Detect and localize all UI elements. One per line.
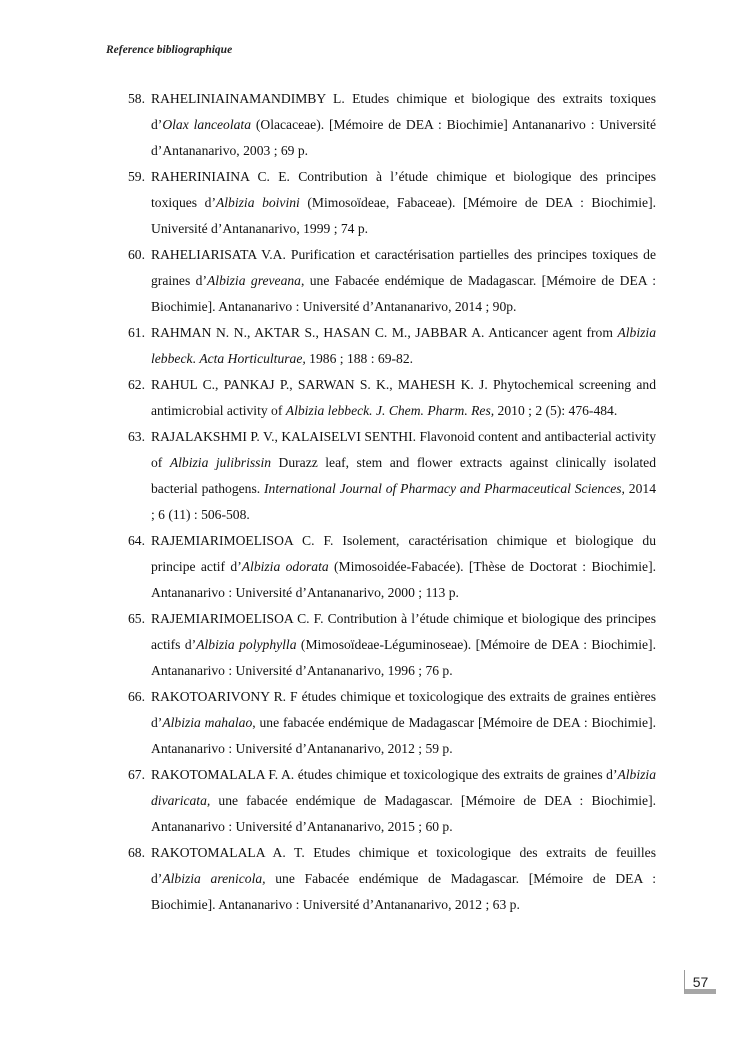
reference-number: 64. [128,533,145,548]
reference-italic-run: Albizia lebbeck. J. Chem. Pharm. Res, [285,403,495,418]
page-number: 57 [692,974,709,990]
reference-italic-run: Albizia greveana [206,273,301,288]
reference-item [128,242,656,320]
reference-text [151,169,656,236]
reference-text-run: RAHERINIAINA C. E. Contribution à l’étude chimique et biologique des principes toxiques d’ [151,169,656,210]
reference-text-run: RAJEMIARIMOELISOA C. F. Contribution à l’étude chimique et biologique des principes actifs d’ [151,611,656,652]
reference-text [151,247,656,314]
reference-italic-run: Albizia polyphylla [196,637,297,652]
reference-number: 59. [128,169,145,184]
reference-italic-run: Albizia odorata [241,559,329,574]
reference-text-run: , une fabacée endémique de Madagascar [Mémoire de DEA : Biochimie]. Antananarivo : Université d’Antananarivo, 2012 ; 59 p. [151,715,656,756]
reference-text-run: RAKOTOMALALA F. A. études chimique et toxicologique des extraits de graines d’ [151,767,618,782]
reference-number: 61. [128,325,145,340]
reference-item [128,684,656,762]
reference-italic-run: Albizia julibrissin [169,455,272,470]
reference-text-run: 2014 ; 6 (11) : 506-508. [151,481,656,522]
reference-italic-run: Acta Horticulturae, [199,351,306,366]
reference-item [128,606,656,684]
reference-text-run: (Olacaceae). [Mémoire de DEA : Biochimie] Antananarivo : Université d’Antananarivo, 2003 ; 69 p. [151,117,656,158]
reference-text-run: RAHMAN N. N., AKTAR S., HASAN C. M., JABBAR A. Anticancer agent from [151,325,618,340]
reference-number: 65. [128,611,145,626]
reference-text [151,325,656,366]
reference-italic-run: International Journal of Pharmacy and Pharmaceutical Sciences, [264,481,625,496]
reference-italic-run: Olax lanceolata [162,117,251,132]
reference-text-run: Durazz leaf, stem and flower extracts against clinically isolated bacterial pathogens. [151,455,656,496]
reference-item [128,762,656,840]
reference-italic-run: Albizia boivini [215,195,300,210]
reference-item [128,372,656,424]
reference-text [151,377,656,418]
page-header-title: Reference bibliographique [106,44,233,56]
reference-italic-run: Albizia divaricata, [151,767,656,808]
reference-item [128,424,656,528]
reference-text-run: une Fabacée endémique de Madagascar. [Mémoire de DEA : Biochimie]. Antananarivo : Université d’Antananarivo, 2012 ; 63 p. [151,871,656,912]
reference-number: 60. [128,247,145,262]
reference-text-run: (Mimosoïdeae, Fabaceae). [Mémoire de DEA : Biochimie]. Université d’Antananarivo, 1999 ; 74 p. [151,195,656,236]
reference-text [151,611,656,678]
reference-text-run: (Mimosoïdeae-Léguminoseae). [Mémoire de DEA : Biochimie]. Antananarivo : Université d’Antananarivo, 1996 ; 76 p. [151,637,656,678]
reference-text [151,767,656,834]
reference-text [151,91,656,158]
reference-item [128,320,656,372]
reference-item [128,840,656,918]
reference-text-run: RAKOTOARIVONY R. F études chimique et toxicologique des extraits de graines entières d’ [151,689,656,730]
reference-text [151,533,656,600]
reference-number: 62. [128,377,145,392]
page-number-box [684,970,716,994]
reference-text-run: RAKOTOMALALA A. T. Etudes chimique et toxicologique des extraits de feuilles d’ [151,845,656,886]
reference-number: 66. [128,689,145,704]
reference-number: 68. [128,845,145,860]
reference-text-run: RAHUL C., PANKAJ P., SARWAN S. K., MAHESH K. J. Phytochemical screening and antimicrobial activity of [151,377,656,418]
reference-text-run: . [192,351,200,366]
reference-text-run: (Mimosoidée-Fabacée). [Thèse de Doctorat : Biochimie]. Antananarivo : Université d’Antananarivo, 2000 ; 113 p. [151,559,656,600]
reference-text-run: 1986 ; 188 : 69-82. [305,351,414,366]
reference-text-run: , une Fabacée endémique de Madagascar. [Mémoire de DEA : Biochimie]. Antananarivo : Université d’Antananarivo, 2014 ; 90p. [151,273,656,314]
reference-text-run: 2010 ; 2 (5): 476-484. [494,403,618,418]
reference-item [128,164,656,242]
reference-list [128,86,656,918]
reference-number: 63. [128,429,145,444]
reference-italic-run: Albizia lebbeck [151,325,656,366]
reference-item [128,528,656,606]
reference-text [151,689,656,756]
reference-text [151,429,656,522]
reference-italic-run: Albizia mahalao [162,715,253,730]
reference-text-run: RAJALAKSHMI P. V., KALAISELVI SENTHI. Flavonoid content and antibacterial activity of [151,429,656,470]
reference-text [151,845,656,912]
reference-number: 58. [128,91,145,106]
reference-number: 67. [128,767,145,782]
reference-text-run: une fabacée endémique de Madagascar. [Mémoire de DEA : Biochimie]. Antananarivo : Université d’Antananarivo, 2015 ; 60 p. [151,793,656,834]
reference-text-run: RAHELINIAINAMANDIMBY L. Etudes chimique et biologique des extraits toxiques d’ [151,91,656,132]
reference-text-run: RAHELIARISATA V.A. Purification et caractérisation partielles des principes toxiques de graines d’ [151,247,656,288]
reference-italic-run: Albizia arenicola, [162,871,266,886]
reference-item [128,86,656,164]
reference-text-run: RAJEMIARIMOELISOA C. F. Isolement, caractérisation chimique et biologique du principe actif d’ [151,533,656,574]
